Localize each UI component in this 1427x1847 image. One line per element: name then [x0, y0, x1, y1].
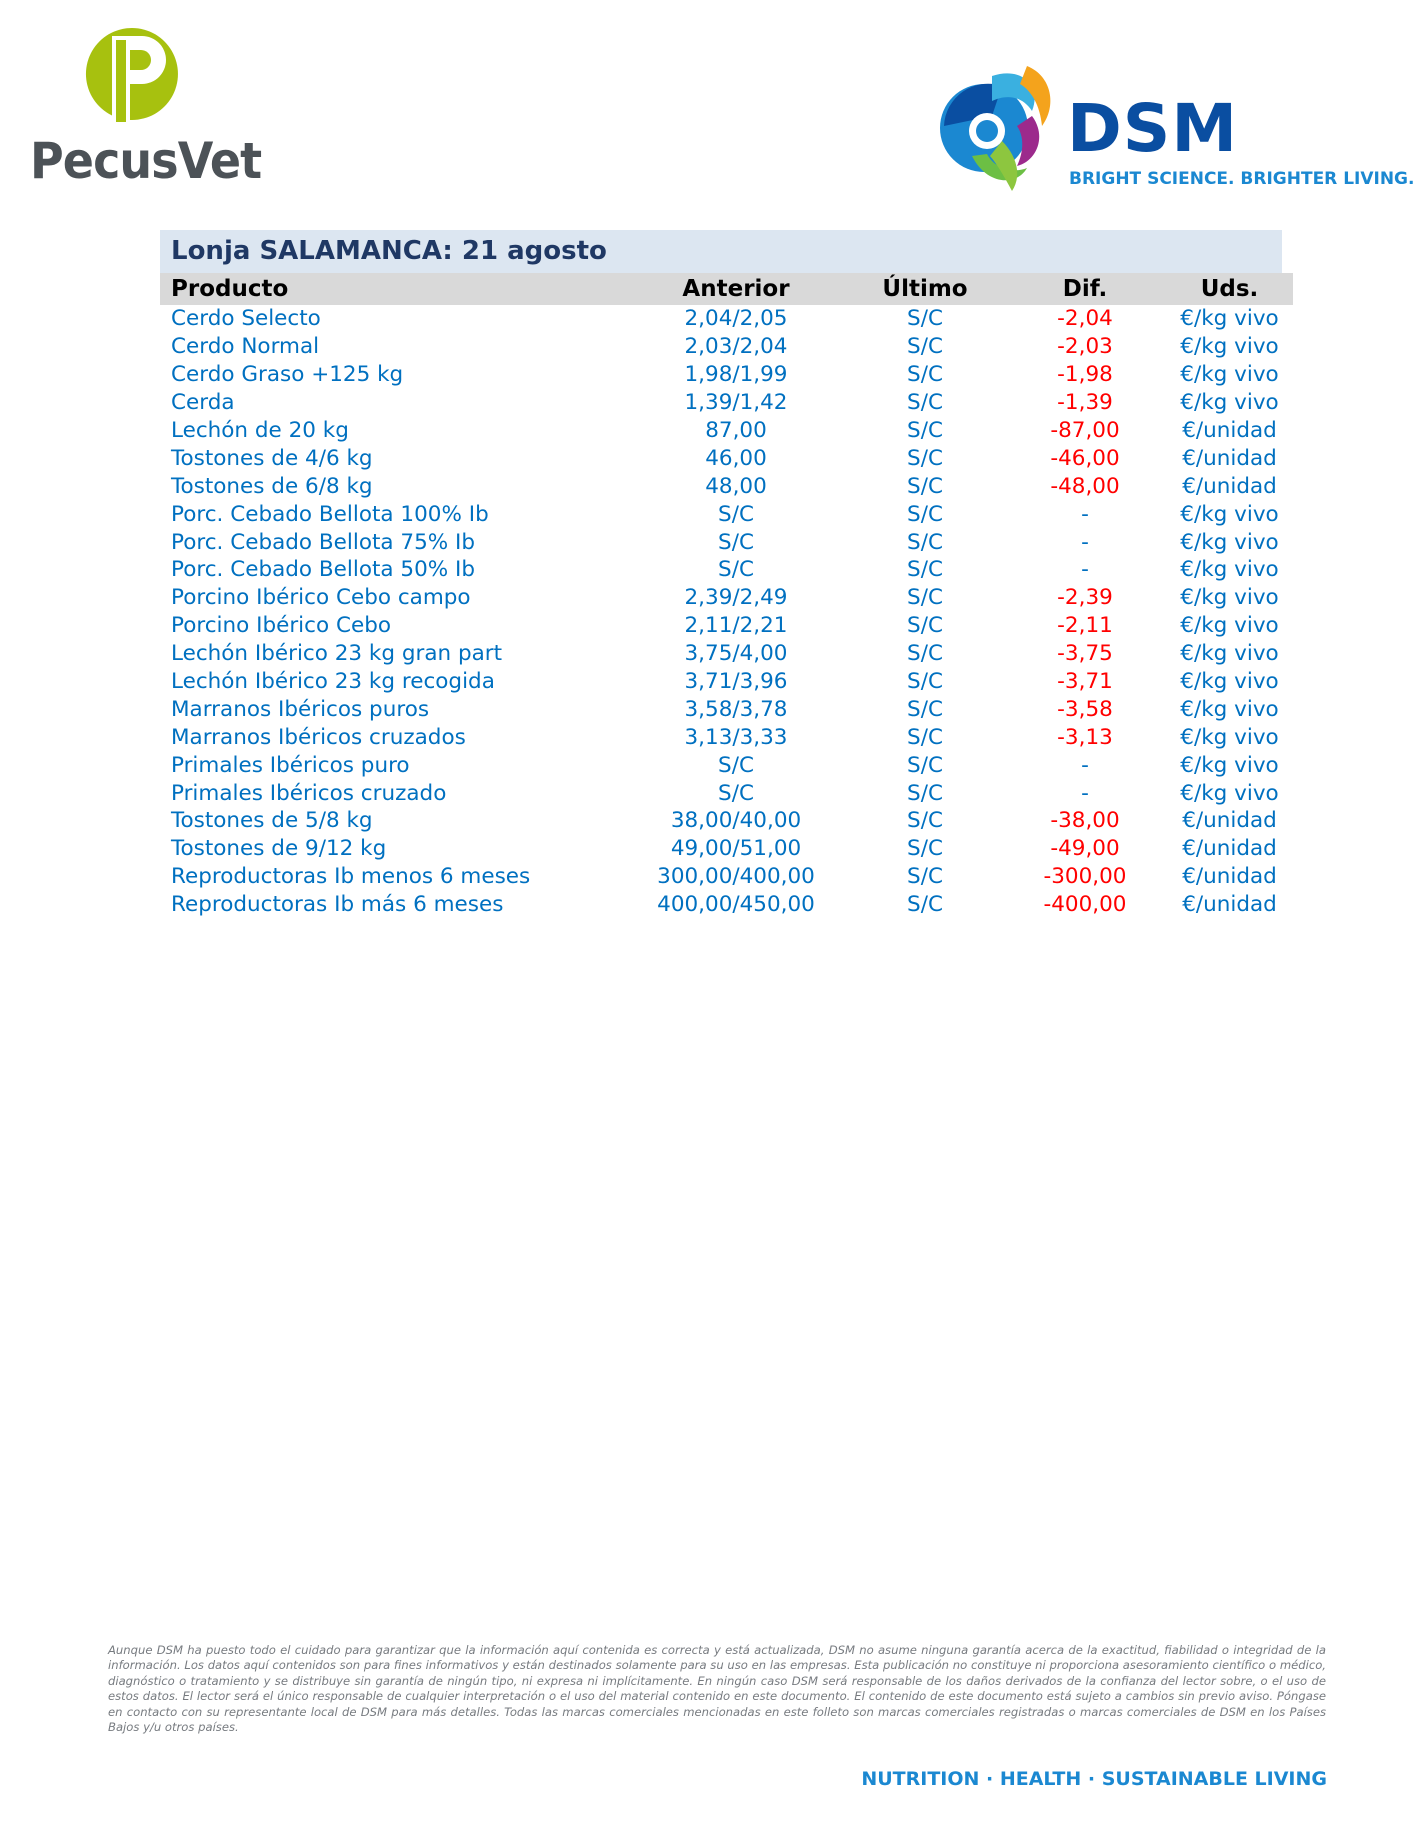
cell-uds: €/kg vivo: [1180, 613, 1279, 639]
cell-uds: €/kg vivo: [1180, 780, 1279, 806]
cell-producto: Tostones de 5/8 kg: [171, 808, 373, 834]
cell-producto: Reproductoras Ib menos 6 meses: [171, 864, 531, 890]
cell-ultimo: S/C: [907, 669, 943, 695]
cell-producto: Lechón Ibérico 23 kg recogida: [171, 669, 495, 695]
lonja-table-block: [160, 230, 1282, 919]
table-row: [160, 640, 1293, 668]
cell-anterior: S/C: [718, 501, 754, 527]
cell-uds: €/kg vivo: [1180, 501, 1279, 527]
cell-uds: €/unidad: [1182, 892, 1277, 918]
table-row: [160, 556, 1293, 584]
cell-uds: €/kg vivo: [1180, 529, 1279, 555]
table-row: [160, 361, 1293, 389]
cell-ultimo: S/C: [907, 390, 943, 416]
cell-ultimo: S/C: [907, 362, 943, 388]
cell-uds: €/unidad: [1182, 864, 1277, 890]
cell-anterior: S/C: [718, 780, 754, 806]
table-title: Lonja SALAMANCA: 21 agosto: [160, 230, 1282, 273]
cell-producto: Tostones de 4/6 kg: [171, 445, 373, 471]
table-row: [160, 528, 1293, 556]
table-row: [160, 751, 1293, 779]
cell-ultimo: S/C: [907, 445, 943, 471]
cell-uds: €/unidad: [1182, 808, 1277, 834]
table-row: [160, 695, 1293, 723]
table-header-row: [160, 273, 1293, 305]
cell-dif: -: [1081, 557, 1089, 583]
cell-producto: Primales Ibéricos puro: [171, 752, 410, 778]
cell-producto: Lechón de 20 kg: [171, 418, 349, 443]
cell-ultimo: S/C: [907, 613, 943, 639]
cell-uds: €/unidad: [1182, 418, 1277, 443]
table-row: [160, 389, 1293, 417]
cell-uds: €/unidad: [1182, 445, 1277, 471]
cell-producto: Porcino Ibérico Cebo: [171, 613, 392, 639]
cell-ultimo: S/C: [907, 808, 943, 834]
cell-uds: €/unidad: [1182, 836, 1277, 862]
cell-dif: -: [1081, 501, 1089, 527]
cell-anterior: 3,71/3,96: [684, 669, 788, 695]
cell-ultimo: S/C: [907, 696, 943, 722]
header-anterior: Anterior: [682, 276, 790, 302]
cell-ultimo: S/C: [907, 306, 943, 332]
cell-ultimo: S/C: [907, 585, 943, 611]
cell-ultimo: S/C: [907, 418, 943, 443]
table-row: [160, 668, 1293, 696]
cell-anterior: 1,98/1,99: [684, 362, 788, 388]
cell-producto: Marranos Ibéricos puros: [171, 696, 430, 722]
cell-uds: €/kg vivo: [1180, 334, 1279, 360]
cell-uds: €/kg vivo: [1180, 390, 1279, 416]
cell-anterior: 2,03/2,04: [684, 334, 788, 360]
cell-ultimo: S/C: [907, 334, 943, 360]
cell-producto: Porc. Cebado Bellota 100% Ib: [171, 501, 489, 527]
cell-dif: -1,98: [1057, 362, 1113, 388]
dsm-swirl-icon: [932, 56, 1062, 201]
dsm-logo: [932, 56, 1415, 206]
header-producto: Producto: [171, 276, 289, 302]
table-row: [160, 417, 1293, 445]
cell-ultimo: S/C: [907, 836, 943, 862]
cell-uds: €/kg vivo: [1180, 362, 1279, 388]
cell-anterior: 46,00: [705, 445, 767, 471]
cell-producto: Tostones de 9/12 kg: [171, 836, 387, 862]
table-row: [160, 500, 1293, 528]
cell-dif: -: [1081, 752, 1089, 778]
cell-producto: Porcino Ibérico Cebo campo: [171, 585, 471, 611]
cell-dif: -300,00: [1043, 864, 1127, 890]
cell-ultimo: S/C: [907, 641, 943, 667]
cell-anterior: 48,00: [705, 473, 767, 499]
table-row: [160, 835, 1293, 863]
pecusvet-logo: [30, 22, 262, 192]
pecusvet-p-mark-icon: [84, 26, 180, 122]
cell-anterior: 3,75/4,00: [684, 641, 788, 667]
table-row: [160, 333, 1293, 361]
legal-disclaimer: Aunque DSM ha puesto todo el cuidado para garantizar que la información aquí contenida es correcta y está actualizada, DSM no asume ninguna garantía acerca de la exactitud, fiabilidad o integridad de la información. Los datos aquí contenidos son para fines informativos y están destinados solamente para su uso en las empresas. Esta publicación no constituye ni proporciona asesoramiento científico o médico, diagnóstico o tratamiento y se distribuye sin garantía de ningún tipo, ni expresa ni implícitamente. En ningún caso DSM será responsable de los daños derivados de la confianza del lector sobre, o el uso de estos datos. El lector será el único responsable de cualquier interpretación o el uso del material contenido en este documento. El contenido de este documento está sujeto a cambios sin previo aviso. Póngase en contacto con su representante local de DSM para más detalles. Todas las marcas comerciales mencionadas en este folleto son marcas comerciales registradas o marcas comerciales de DSM en los Países Bajos y/u otros países.: [108, 1643, 1326, 1735]
cell-anterior: 2,04/2,05: [684, 306, 788, 332]
cell-dif: -3,58: [1057, 696, 1113, 722]
cell-uds: €/kg vivo: [1180, 752, 1279, 778]
cell-producto: Lechón Ibérico 23 kg gran part: [171, 641, 503, 667]
header-uds: Uds.: [1200, 276, 1259, 302]
table-row: [160, 779, 1293, 807]
dsm-tagline: BRIGHT SCIENCE. BRIGHTER LIVING.: [1069, 169, 1415, 189]
cell-producto: Marranos Ibéricos cruzados: [171, 724, 466, 750]
cell-uds: €/kg vivo: [1180, 306, 1279, 332]
table-row: [160, 723, 1293, 751]
cell-dif: -3,75: [1057, 641, 1113, 667]
cell-producto: Porc. Cebado Bellota 75% Ib: [171, 529, 476, 555]
table-row: [160, 584, 1293, 612]
cell-anterior: 3,58/3,78: [684, 696, 788, 722]
table-row: [160, 863, 1293, 891]
table-row: [160, 891, 1293, 919]
cell-dif: -2,04: [1057, 306, 1113, 332]
cell-ultimo: S/C: [907, 864, 943, 890]
table-row: [160, 444, 1293, 472]
cell-ultimo: S/C: [907, 892, 943, 918]
pecusvet-wordmark: PecusVet: [30, 132, 262, 190]
table-row: [160, 807, 1293, 835]
cell-ultimo: S/C: [907, 752, 943, 778]
cell-anterior: 49,00/51,00: [670, 836, 802, 862]
cell-anterior: 2,39/2,49: [684, 585, 788, 611]
dsm-wordmark: DSM: [1067, 90, 1238, 167]
cell-anterior: S/C: [718, 557, 754, 583]
cell-dif: -48,00: [1050, 473, 1120, 499]
cell-dif: -400,00: [1043, 892, 1127, 918]
cell-dif: -2,11: [1057, 613, 1113, 639]
cell-producto: Primales Ibéricos cruzado: [171, 780, 447, 806]
cell-anterior: S/C: [718, 529, 754, 555]
cell-producto: Porc. Cebado Bellota 50% Ib: [171, 557, 476, 583]
cell-producto: Cerda: [171, 390, 235, 416]
cell-anterior: 87,00: [705, 418, 767, 443]
cell-ultimo: S/C: [907, 557, 943, 583]
cell-ultimo: S/C: [907, 529, 943, 555]
cell-dif: -87,00: [1050, 418, 1120, 443]
cell-producto: Reproductoras Ib más 6 meses: [171, 892, 504, 918]
cell-uds: €/kg vivo: [1180, 724, 1279, 750]
cell-ultimo: S/C: [907, 780, 943, 806]
cell-dif: -3,71: [1057, 669, 1113, 695]
cell-anterior: 400,00/450,00: [657, 892, 815, 918]
cell-ultimo: S/C: [907, 473, 943, 499]
cell-ultimo: S/C: [907, 724, 943, 750]
header-dif: Dif.: [1062, 276, 1108, 302]
cell-dif: -38,00: [1050, 808, 1120, 834]
cell-uds: €/unidad: [1182, 473, 1277, 499]
cell-dif: -49,00: [1050, 836, 1120, 862]
price-table: [160, 273, 1293, 919]
cell-dif: -3,13: [1057, 724, 1113, 750]
cell-ultimo: S/C: [907, 501, 943, 527]
cell-producto: Tostones de 6/8 kg: [171, 473, 373, 499]
cell-anterior: 300,00/400,00: [657, 864, 815, 890]
cell-producto: Cerdo Selecto: [171, 306, 321, 332]
cell-dif: -2,39: [1057, 585, 1113, 611]
cell-dif: -: [1081, 780, 1089, 806]
header-ultimo: Último: [882, 276, 968, 302]
cell-dif: -46,00: [1050, 445, 1120, 471]
table-row: [160, 472, 1293, 500]
cell-anterior: S/C: [718, 752, 754, 778]
cell-dif: -: [1081, 529, 1089, 555]
cell-anterior: 2,11/2,21: [684, 613, 788, 639]
cell-anterior: 38,00/40,00: [670, 808, 802, 834]
cell-anterior: 3,13/3,33: [684, 724, 788, 750]
cell-producto: Cerdo Graso +125 kg: [171, 362, 404, 388]
table-row: [160, 612, 1293, 640]
footer-tagline: NUTRITION · HEALTH · SUSTAINABLE LIVING: [861, 1768, 1327, 1790]
cell-producto: Cerdo Normal: [171, 334, 320, 360]
table-row: [160, 305, 1293, 333]
cell-dif: -2,03: [1057, 334, 1113, 360]
cell-dif: -1,39: [1057, 390, 1113, 416]
cell-uds: €/kg vivo: [1180, 557, 1279, 583]
cell-anterior: 1,39/1,42: [684, 390, 788, 416]
cell-uds: €/kg vivo: [1180, 669, 1279, 695]
cell-uds: €/kg vivo: [1180, 696, 1279, 722]
cell-uds: €/kg vivo: [1180, 641, 1279, 667]
cell-uds: €/kg vivo: [1180, 585, 1279, 611]
